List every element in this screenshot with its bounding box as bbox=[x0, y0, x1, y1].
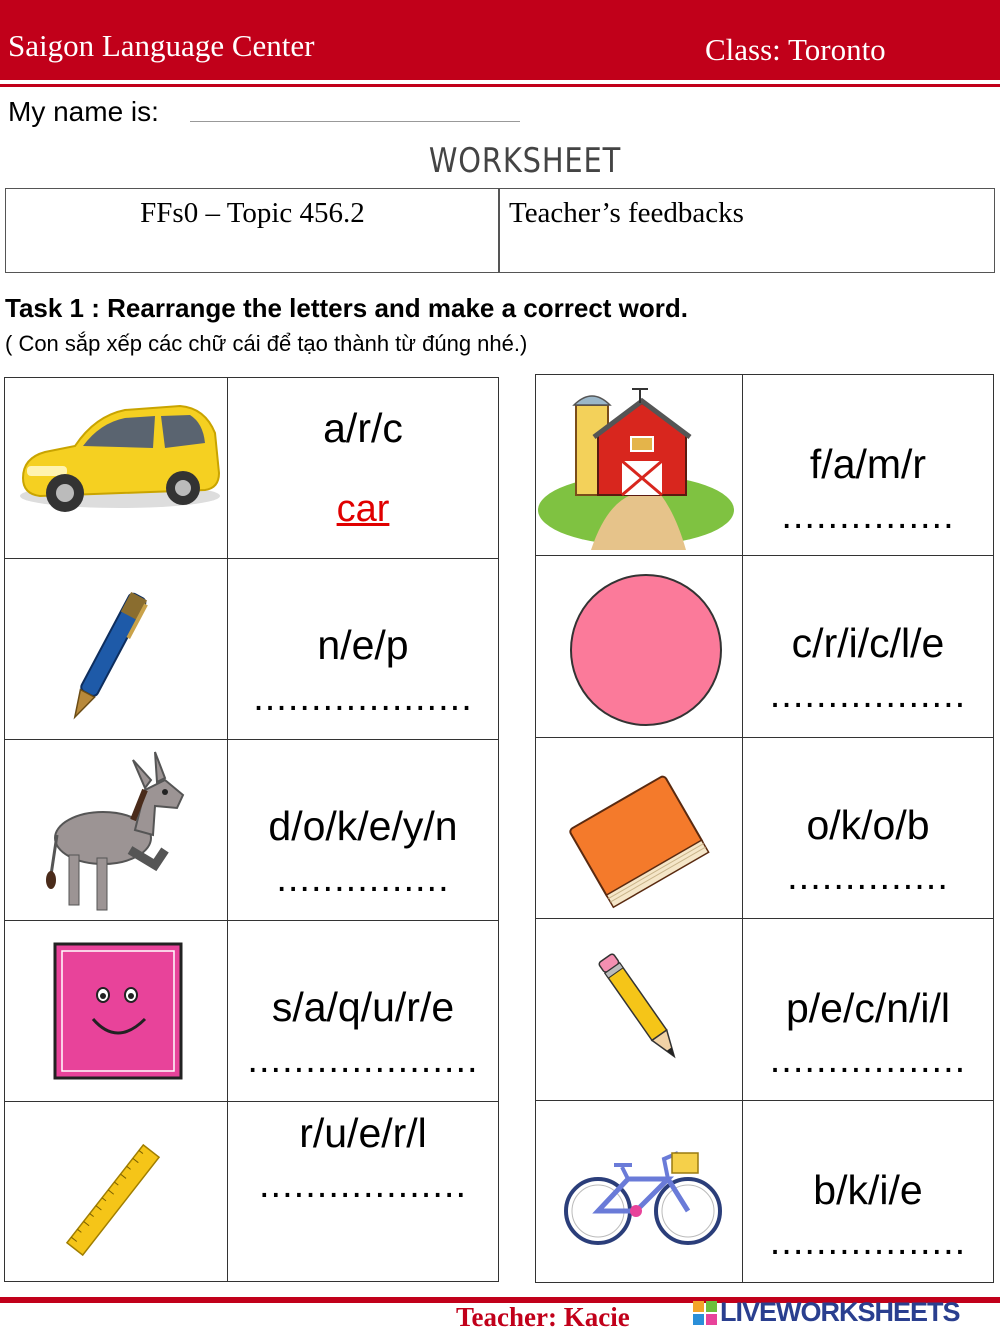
brand-text: LIVEWORKSHEETS bbox=[720, 1297, 960, 1327]
word-cell-5 bbox=[227, 1101, 499, 1282]
book-icon bbox=[536, 738, 744, 920]
smiling-square-icon bbox=[5, 921, 229, 1103]
scrambled-letters: b/k/i/e bbox=[813, 1167, 923, 1213]
teacher-name: Teacher: Kacie bbox=[456, 1302, 630, 1332]
circle-picture-cell bbox=[535, 555, 743, 738]
center-name: Saigon Language Center bbox=[8, 28, 315, 63]
scrambled-letters: n/e/p bbox=[317, 622, 409, 668]
word-cell-2 bbox=[227, 558, 499, 740]
topic-label: FFs0 – Topic 456.2 bbox=[140, 197, 365, 229]
word-cell-7 bbox=[742, 555, 994, 738]
header-bar bbox=[0, 0, 1000, 80]
worksheet-title: WORKSHEET bbox=[428, 141, 622, 181]
scrambled-letters: r/u/e/r/l bbox=[299, 1110, 427, 1156]
scrambled-letters: d/o/k/e/y/n bbox=[268, 803, 458, 849]
feedback-box[interactable] bbox=[498, 188, 995, 273]
word-cell-1 bbox=[227, 377, 499, 559]
answer-blank[interactable]: .................... bbox=[247, 1039, 479, 1081]
farm-icon bbox=[536, 375, 744, 557]
scrambled-letters: f/a/m/r bbox=[809, 441, 927, 487]
task-subtitle: ( Con sắp xếp các chữ cái để tạo thành từ đúng nhé.) bbox=[5, 331, 528, 356]
header-divider bbox=[0, 84, 1000, 87]
name-field[interactable] bbox=[190, 121, 520, 122]
donkey-picture-cell bbox=[4, 739, 228, 921]
liveworksheets-logo[interactable] bbox=[692, 1297, 992, 1327]
logo-icon bbox=[692, 1300, 718, 1326]
topic-box bbox=[5, 188, 500, 273]
answer-blank[interactable]: ................. bbox=[769, 1221, 967, 1263]
answer-blank[interactable]: ................. bbox=[769, 1039, 967, 1081]
bike-picture-cell bbox=[535, 1100, 743, 1283]
class-name: Class: Toronto bbox=[705, 32, 886, 67]
word-cell-3 bbox=[227, 739, 499, 921]
pen-icon bbox=[5, 559, 229, 741]
word-cell-8 bbox=[742, 737, 994, 919]
word-cell-10 bbox=[742, 1100, 994, 1283]
square-picture-cell bbox=[4, 920, 228, 1102]
car-picture-cell bbox=[4, 377, 228, 559]
answer-blank[interactable]: ................... bbox=[253, 677, 473, 719]
feedback-label: Teacher’s feedbacks bbox=[509, 197, 744, 229]
answer-blank[interactable]: ................. bbox=[769, 674, 967, 716]
word-cell-4 bbox=[227, 920, 499, 1102]
scrambled-letters: o/k/o/b bbox=[806, 802, 930, 848]
pencil-picture-cell bbox=[535, 918, 743, 1101]
answer-blank[interactable]: ............... bbox=[781, 495, 955, 537]
task-title: Task 1 : Rearrange the letters and make a correct word. bbox=[5, 293, 689, 323]
word-cell-9 bbox=[742, 918, 994, 1101]
pencil-icon bbox=[536, 919, 744, 1102]
name-label: My name is: bbox=[8, 96, 159, 127]
donkey-icon bbox=[5, 740, 229, 922]
book-picture-cell bbox=[535, 737, 743, 919]
answer-text[interactable]: car bbox=[336, 488, 390, 530]
word-cell-6 bbox=[742, 374, 994, 556]
farm-picture-cell bbox=[535, 374, 743, 556]
ruler-icon bbox=[5, 1102, 229, 1283]
bicycle-icon bbox=[536, 1101, 744, 1284]
scrambled-letters: p/e/c/n/i/l bbox=[785, 985, 951, 1031]
ruler-picture-cell bbox=[4, 1101, 228, 1282]
answer-blank[interactable]: ............... bbox=[276, 858, 450, 900]
answer-blank[interactable]: .................. bbox=[258, 1164, 468, 1206]
pen-picture-cell bbox=[4, 558, 228, 740]
scrambled-letters: c/r/i/c/l/e bbox=[791, 620, 945, 666]
car-icon bbox=[5, 378, 229, 560]
circle-icon bbox=[536, 556, 744, 739]
scrambled-letters: s/a/q/u/r/e bbox=[271, 984, 455, 1030]
answer-blank[interactable]: .............. bbox=[787, 856, 949, 898]
scrambled-letters: a/r/c bbox=[323, 405, 403, 451]
